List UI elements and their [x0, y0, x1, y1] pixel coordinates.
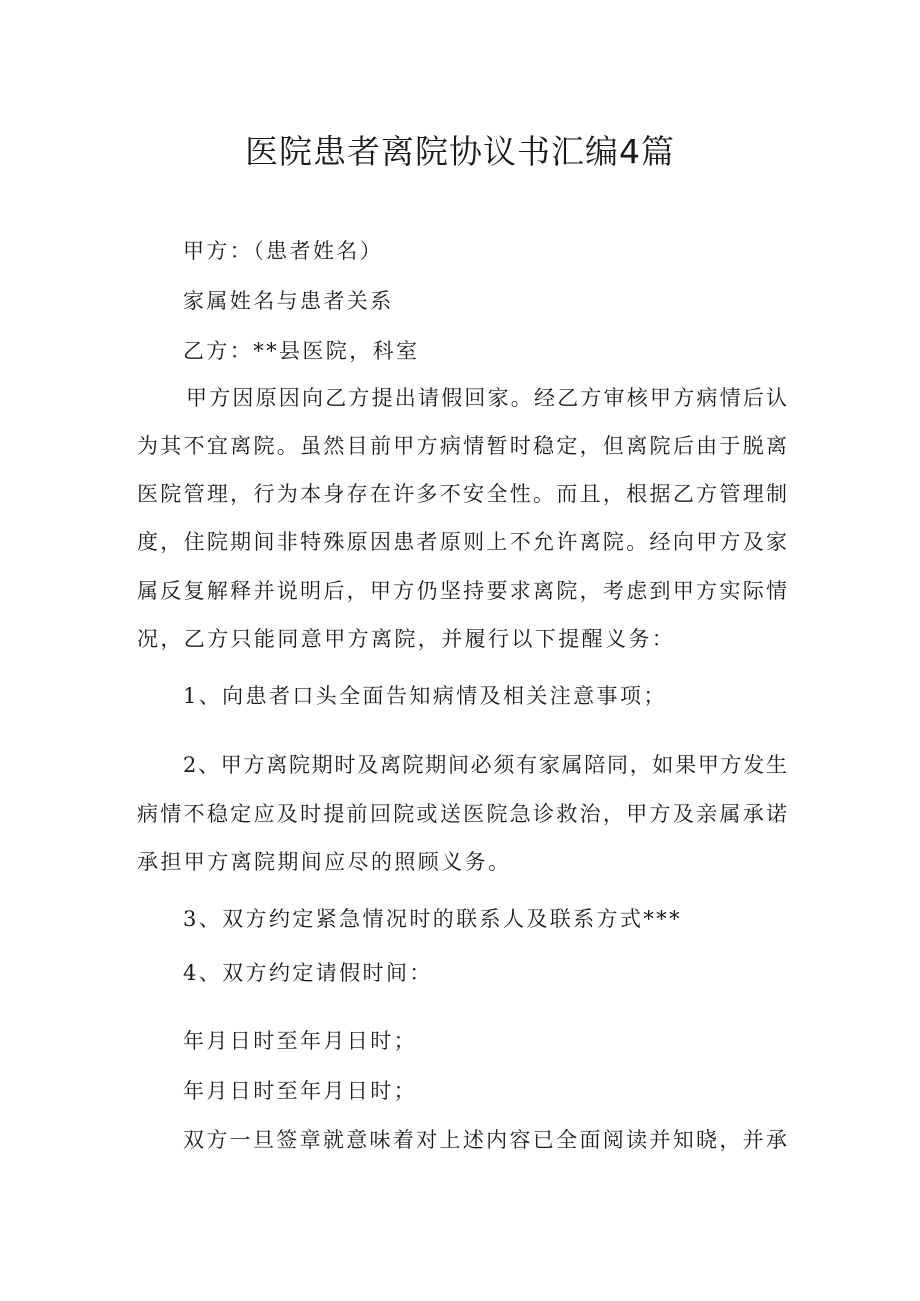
item-2-line-2: 病情不稳定应及时提前回院或送医院急诊救治，甲方及亲属承诺: [137, 802, 787, 826]
item-4: 4、双方约定请假时间：: [183, 961, 433, 985]
period-2: 年月日时至年月日时；: [183, 1079, 417, 1103]
intro-line-3: 医院管理，行为本身存在许多不安全性。而且，根据乙方管理制: [137, 482, 787, 506]
intro-line-2: 为其不宜离院。虽然目前甲方病情暂时稳定，但离院后由于脱离: [137, 434, 787, 458]
family-line: 家属姓名与患者关系: [183, 289, 394, 313]
intro-line-6: 况，乙方只能同意甲方离院，并履行以下提醒义务：: [137, 627, 676, 651]
intro-line-1: 甲方因原因向乙方提出请假回家。经乙方审核甲方病情后认: [186, 386, 787, 410]
item-1: 1、向患者口头全面告知病情及相关注意事项；: [183, 684, 667, 708]
item-2-line-3: 承担甲方离院期间应尽的照顾义务。: [137, 850, 512, 874]
closing-line: 双方一旦签章就意味着对上述内容已全面阅读并知晓，并承: [183, 1128, 787, 1152]
item-2-line-1: 2、甲方离院期时及离院期间必须有家属陪同，如果甲方发生: [183, 753, 787, 777]
party-b-line: 乙方：**县医院，科室: [183, 339, 420, 363]
party-a-line: 甲方：（患者姓名）: [183, 239, 384, 263]
item-3: 3、双方约定紧急情况时的联系人及联系方式***: [183, 907, 683, 931]
period-1: 年月日时至年月日时；: [183, 1029, 417, 1053]
document-title: 医院患者离院协议书汇编4篇: [245, 132, 675, 171]
intro-line-4: 度，住院期间非特殊原因患者原则上不允许离院。经向甲方及家: [137, 530, 787, 554]
intro-line-5: 属反复解释并说明后，甲方仍坚持要求离院，考虑到甲方实际情: [137, 579, 787, 603]
